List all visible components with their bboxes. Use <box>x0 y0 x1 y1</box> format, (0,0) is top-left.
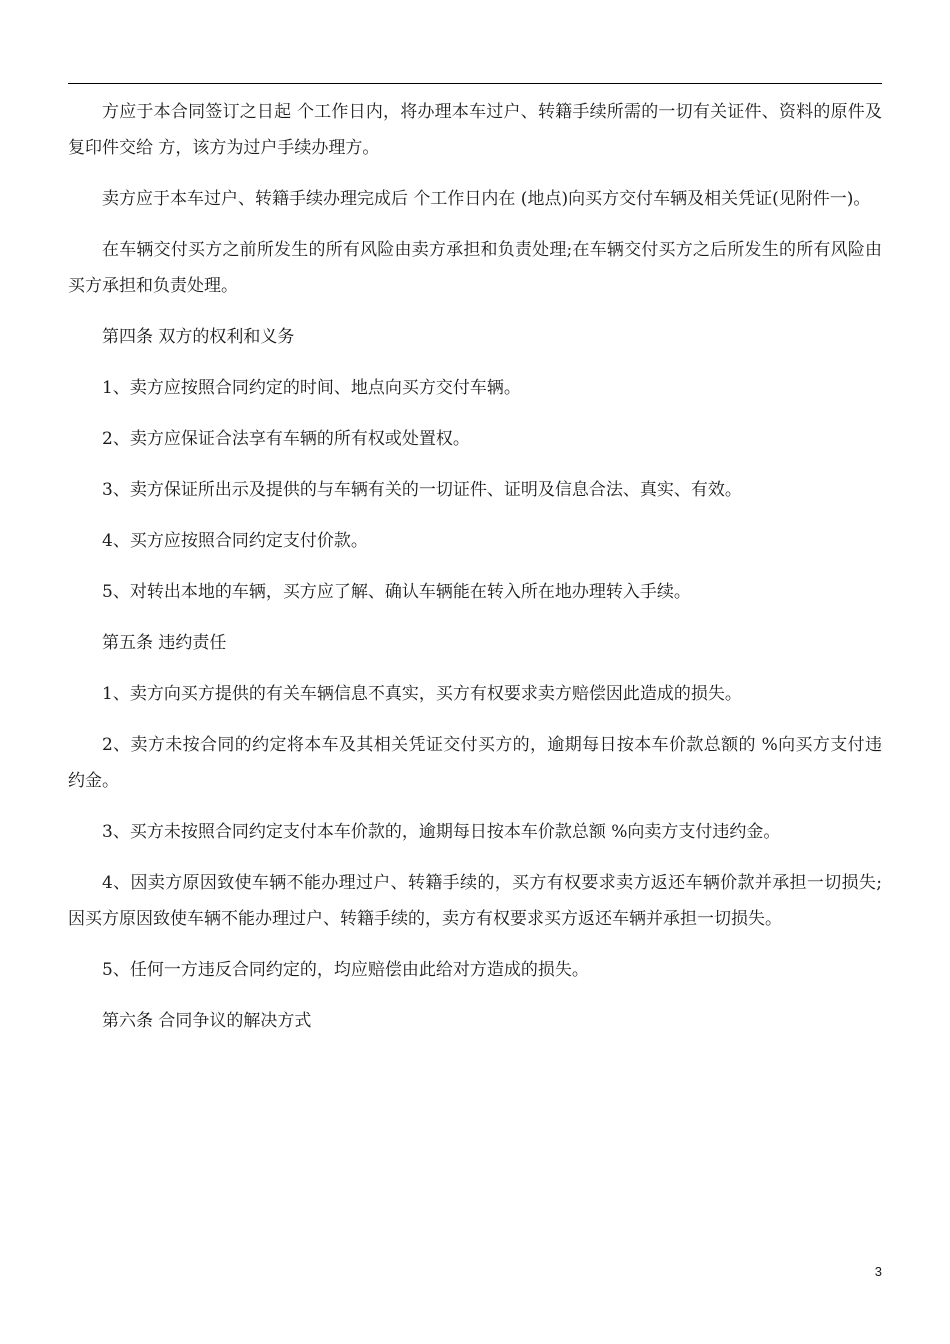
page-number: 3 <box>874 1264 882 1279</box>
section-heading-article-6: 第六条 合同争议的解决方式 <box>102 1011 312 1031</box>
clause-4-3: 3、卖方保证所出示及提供的与车辆有关的一切证件、证明及信息合法、真实、有效。 <box>102 480 742 500</box>
paragraph-vehicle-delivery: 卖方应于本车过户、转籍手续办理完成后 个工作日内在 (地点)向买方交付车辆及相关凭证(见附件一)。 <box>102 189 871 209</box>
document-body <box>68 94 882 1054</box>
clause-4-2: 2、卖方应保证合法享有车辆的所有权或处置权。 <box>102 429 470 449</box>
clause-5-4: 4、因卖方原因致使车辆不能办理过户、转籍手续的，买方有权要求卖方返还车辆价款并承担一切损失;因买方原因致使车辆不能办理过户、转籍手续的，卖方有权要求买方返还车辆并承担一切损失。 <box>68 873 882 929</box>
clause-5-3: 3、买方未按照合同约定支付本车价款的，逾期每日按本车价款总额 %向卖方支付违约金。 <box>102 822 781 842</box>
paragraph-risk-allocation: 在车辆交付买方之前所发生的所有风险由卖方承担和负责处理;在车辆交付买方之后所发生的所有风险由买方承担和负责处理。 <box>68 240 882 296</box>
clause-4-4: 4、买方应按照合同约定支付价款。 <box>102 531 368 551</box>
clause-5-1: 1、卖方向买方提供的有关车辆信息不真实，买方有权要求卖方赔偿因此造成的损失。 <box>102 684 742 704</box>
header-rule <box>68 83 882 84</box>
section-heading-article-5: 第五条 违约责任 <box>102 633 227 653</box>
paragraph-transfer-documents: 方应于本合同签订之日起 个工作日内，将办理本车过户、转籍手续所需的一切有关证件、资料的原件及复印件交给 方，该方为过户手续办理方。 <box>68 102 882 158</box>
clause-4-5: 5、对转出本地的车辆，买方应了解、确认车辆能在转入所在地办理转入手续。 <box>102 582 691 602</box>
clause-4-1: 1、卖方应按照合同约定的时间、地点向买方交付车辆。 <box>102 378 521 398</box>
clause-5-2: 2、卖方未按合同的约定将本车及其相关凭证交付买方的，逾期每日按本车价款总额的 %向买方支付违约金。 <box>68 735 882 791</box>
section-heading-article-4: 第四条 双方的权利和义务 <box>102 327 295 347</box>
clause-5-5: 5、任何一方违反合同约定的，均应赔偿由此给对方造成的损失。 <box>102 960 589 980</box>
